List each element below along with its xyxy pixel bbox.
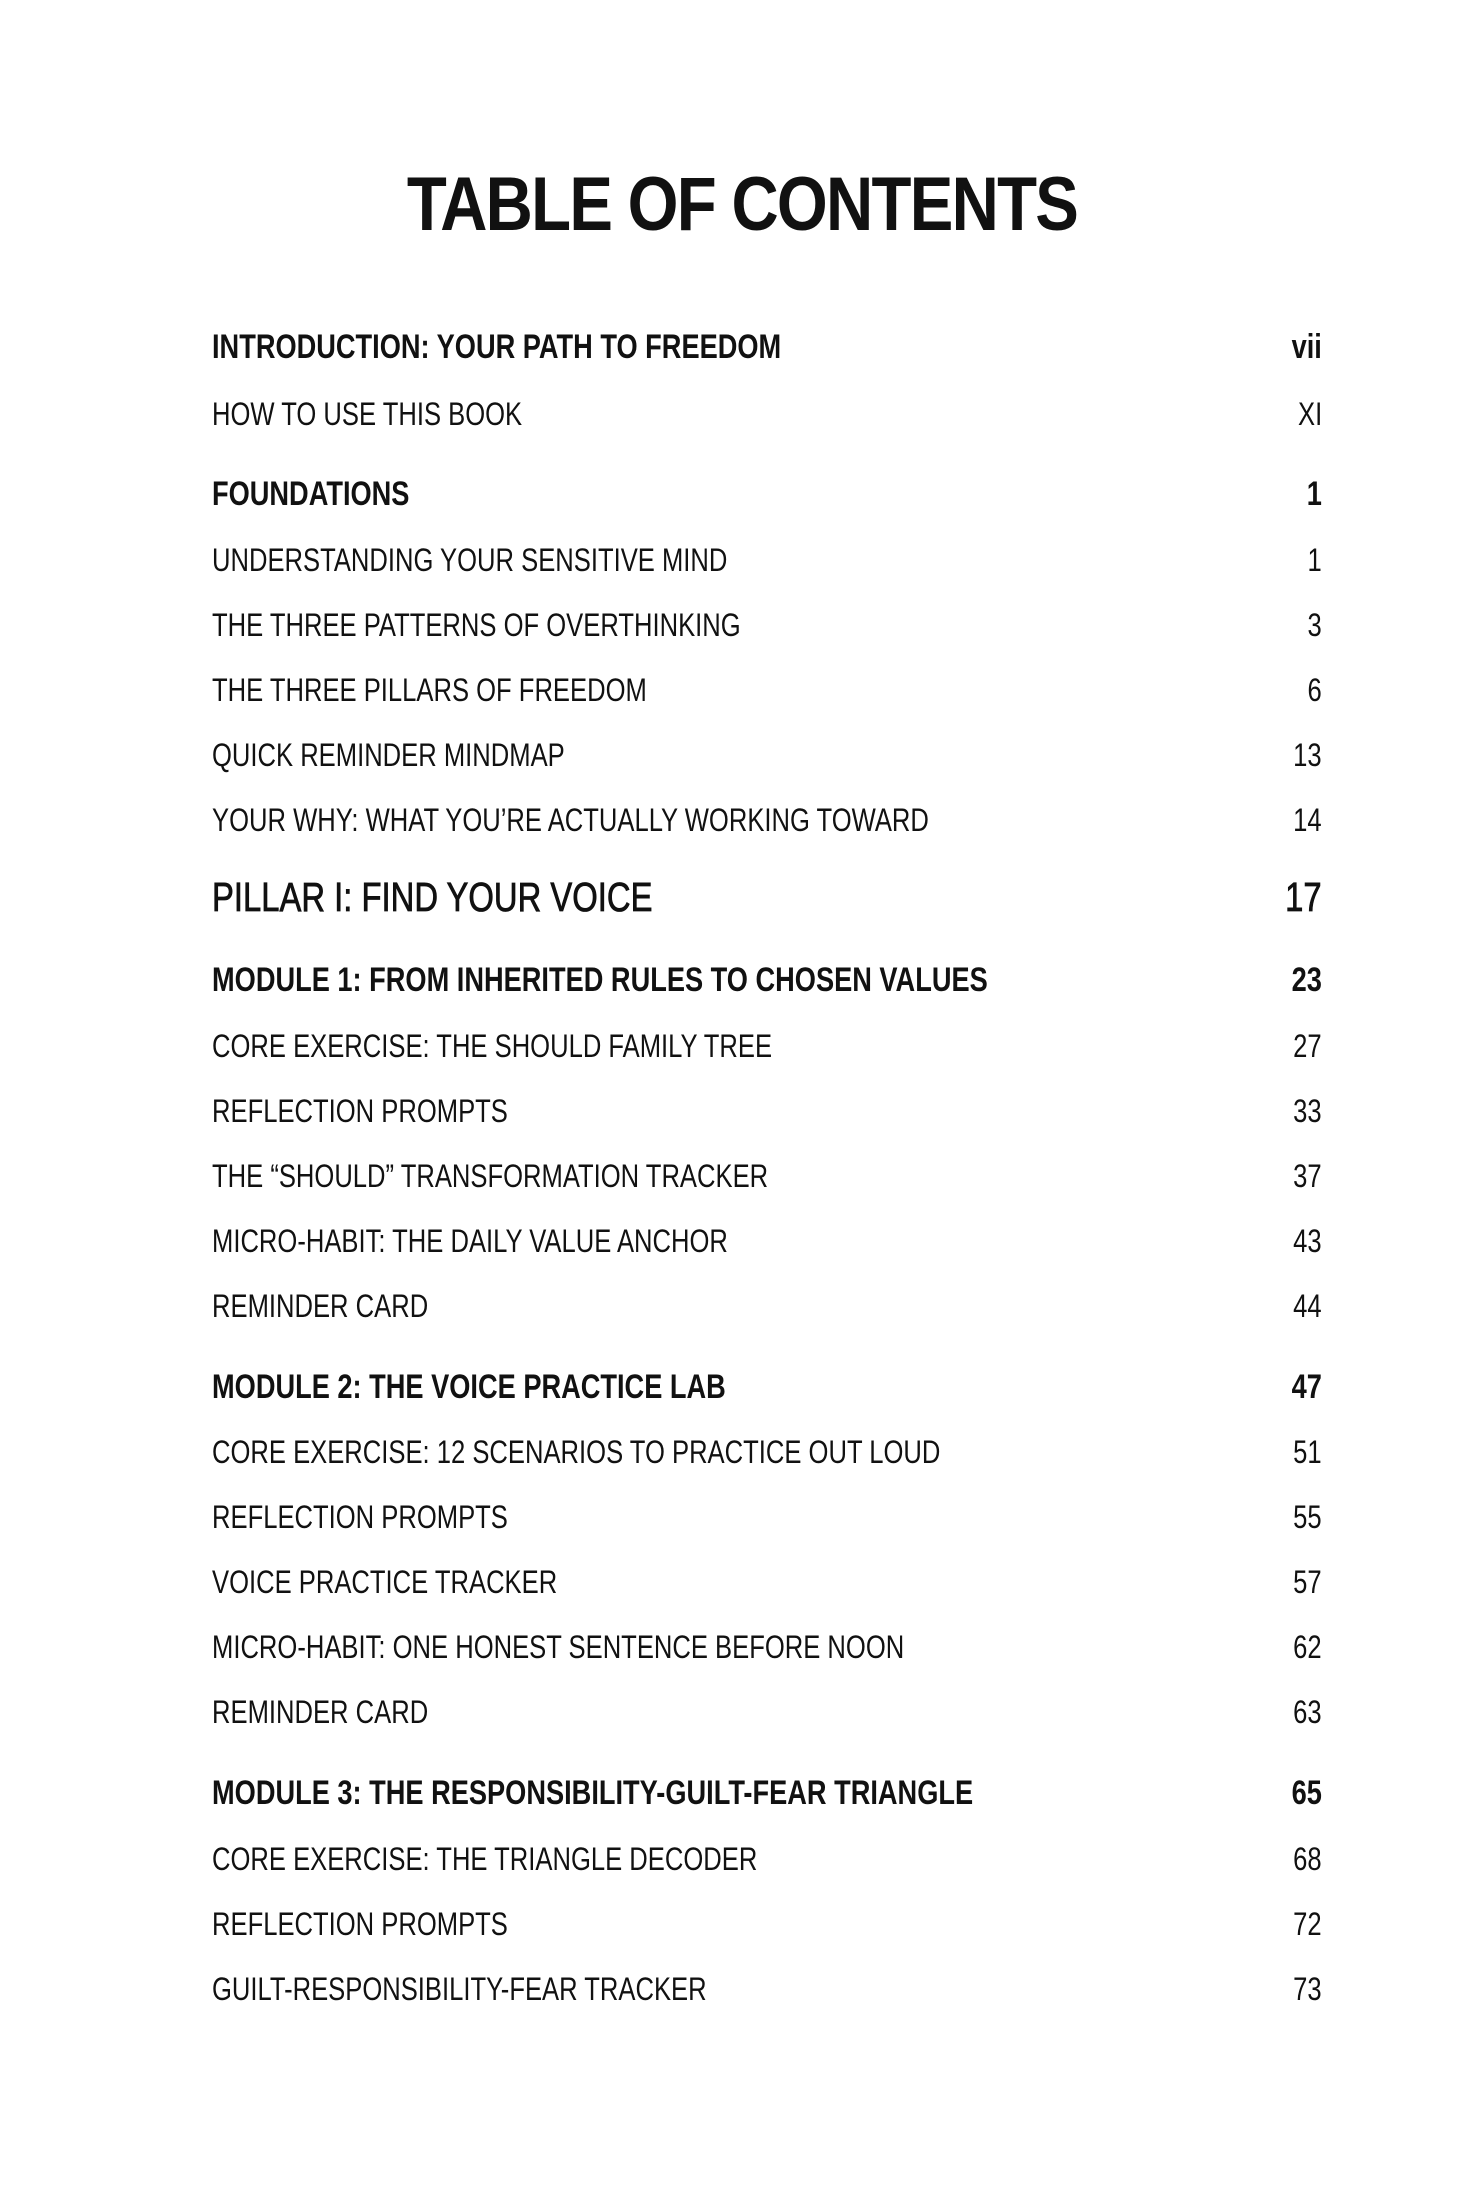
toc-entry-page: 47 [1291, 1368, 1322, 1406]
toc-entry[interactable] [212, 1021, 1322, 1071]
toc-entry-label: UNDERSTANDING YOUR SENSITIVE MIND [212, 542, 728, 578]
toc-entry-label: INTRODUCTION: YOUR PATH TO FREEDOM [212, 328, 782, 366]
toc-entry-page: XI [1297, 396, 1322, 432]
toc-entry[interactable] [212, 1964, 1322, 2014]
toc-entry-label: THE THREE PATTERNS OF OVERTHINKING [212, 607, 741, 643]
toc-entry[interactable] [212, 730, 1322, 780]
toc-entry-page: 55 [1293, 1499, 1322, 1535]
toc-entry-label: PILLAR I: FIND YOUR VOICE [212, 874, 653, 920]
toc-entry-page: 44 [1293, 1288, 1322, 1324]
toc-entry-label: THE THREE PILLARS OF FREEDOM [212, 672, 647, 708]
toc-entry-page: 51 [1293, 1434, 1322, 1470]
toc-entry[interactable] [212, 869, 1322, 919]
toc-entry-page: 65 [1291, 1774, 1322, 1812]
toc-entry-label: MICRO-HABIT: THE DAILY VALUE ANCHOR [212, 1223, 728, 1259]
toc-entry-label: YOUR WHY: WHAT YOU’RE ACTUALLY WORKING TOWARD [212, 802, 929, 838]
toc-entry[interactable] [212, 1899, 1322, 1949]
toc-entry[interactable] [212, 665, 1322, 715]
toc-entry[interactable] [212, 1622, 1322, 1672]
toc-entry[interactable] [212, 795, 1322, 845]
toc-entry-label: QUICK REMINDER MINDMAP [212, 737, 565, 773]
toc-entry-page: 68 [1293, 1841, 1322, 1877]
toc-entry-label: CORE EXERCISE: THE SHOULD FAMILY TREE [212, 1028, 773, 1064]
toc-entry-page: 13 [1293, 737, 1322, 773]
toc-entry-page: 73 [1293, 1971, 1322, 2007]
toc-entry-label: REFLECTION PROMPTS [212, 1906, 508, 1942]
page-title: TABLE OF CONTENTS [406, 162, 1078, 247]
toc-entry-page: vii [1291, 328, 1322, 366]
toc-entry-page: 43 [1293, 1223, 1322, 1259]
toc-entry[interactable] [212, 1086, 1322, 1136]
toc-entry-label: MODULE 3: THE RESPONSIBILITY-GUILT-FEAR TRIANGLE [212, 1774, 974, 1812]
toc-entry-label: REFLECTION PROMPTS [212, 1499, 508, 1535]
toc-entry[interactable] [212, 1492, 1322, 1542]
toc-entry-label: MODULE 2: THE VOICE PRACTICE LAB [212, 1368, 726, 1406]
toc-entry-page: 6 [1307, 672, 1322, 708]
toc-entry[interactable] [212, 322, 1322, 372]
toc-entry-label: MICRO-HABIT: ONE HONEST SENTENCE BEFORE NOON [212, 1629, 905, 1665]
toc-entry[interactable] [212, 1362, 1322, 1412]
toc-entry-label: THE “SHOULD” TRANSFORMATION TRACKER [212, 1158, 769, 1194]
toc-entry-page: 63 [1293, 1694, 1322, 1730]
toc-entry-page: 62 [1293, 1629, 1322, 1665]
toc-entry-page: 1 [1307, 542, 1322, 578]
toc-entry-label: REFLECTION PROMPTS [212, 1093, 508, 1129]
toc-entry-page: 3 [1307, 607, 1322, 643]
toc-entry[interactable] [212, 1687, 1322, 1737]
toc-entry[interactable] [212, 1768, 1322, 1818]
toc-entry[interactable] [212, 1427, 1322, 1477]
toc-entry-label: REMINDER CARD [212, 1694, 429, 1730]
toc-entry-label: CORE EXERCISE: 12 SCENARIOS TO PRACTICE OUT LOUD [212, 1434, 941, 1470]
toc-entry[interactable] [212, 600, 1322, 650]
toc-entry[interactable] [212, 1557, 1322, 1607]
toc-entry[interactable] [212, 1281, 1322, 1331]
toc-entry-page: 72 [1293, 1906, 1322, 1942]
toc-entry[interactable] [212, 469, 1322, 519]
toc-entry-page: 17 [1285, 874, 1322, 920]
toc-entry-page: 57 [1293, 1564, 1322, 1600]
toc-entry[interactable] [212, 955, 1322, 1005]
toc-entry-page: 14 [1293, 802, 1322, 838]
toc-entry-label: REMINDER CARD [212, 1288, 429, 1324]
toc-entry-label: FOUNDATIONS [212, 475, 410, 513]
toc-entry-page: 37 [1293, 1158, 1322, 1194]
toc-entry[interactable] [212, 535, 1322, 585]
toc-entry-label: GUILT-RESPONSIBILITY-FEAR TRACKER [212, 1971, 707, 2007]
toc-entry-page: 23 [1291, 961, 1322, 999]
toc-entry[interactable] [212, 1834, 1322, 1884]
toc-entry-page: 1 [1306, 475, 1322, 513]
toc-entry-label: VOICE PRACTICE TRACKER [212, 1564, 558, 1600]
toc-entry-label: HOW TO USE THIS BOOK [212, 396, 523, 432]
toc-entry[interactable] [212, 1216, 1322, 1266]
toc-entry[interactable] [212, 1151, 1322, 1201]
toc-entry-label: MODULE 1: FROM INHERITED RULES TO CHOSEN VALUES [212, 961, 988, 999]
toc-entry[interactable] [212, 389, 1322, 439]
toc-entry-label: CORE EXERCISE: THE TRIANGLE DECODER [212, 1841, 758, 1877]
toc-entry-page: 33 [1293, 1093, 1322, 1129]
toc-entry-page: 27 [1293, 1028, 1322, 1064]
